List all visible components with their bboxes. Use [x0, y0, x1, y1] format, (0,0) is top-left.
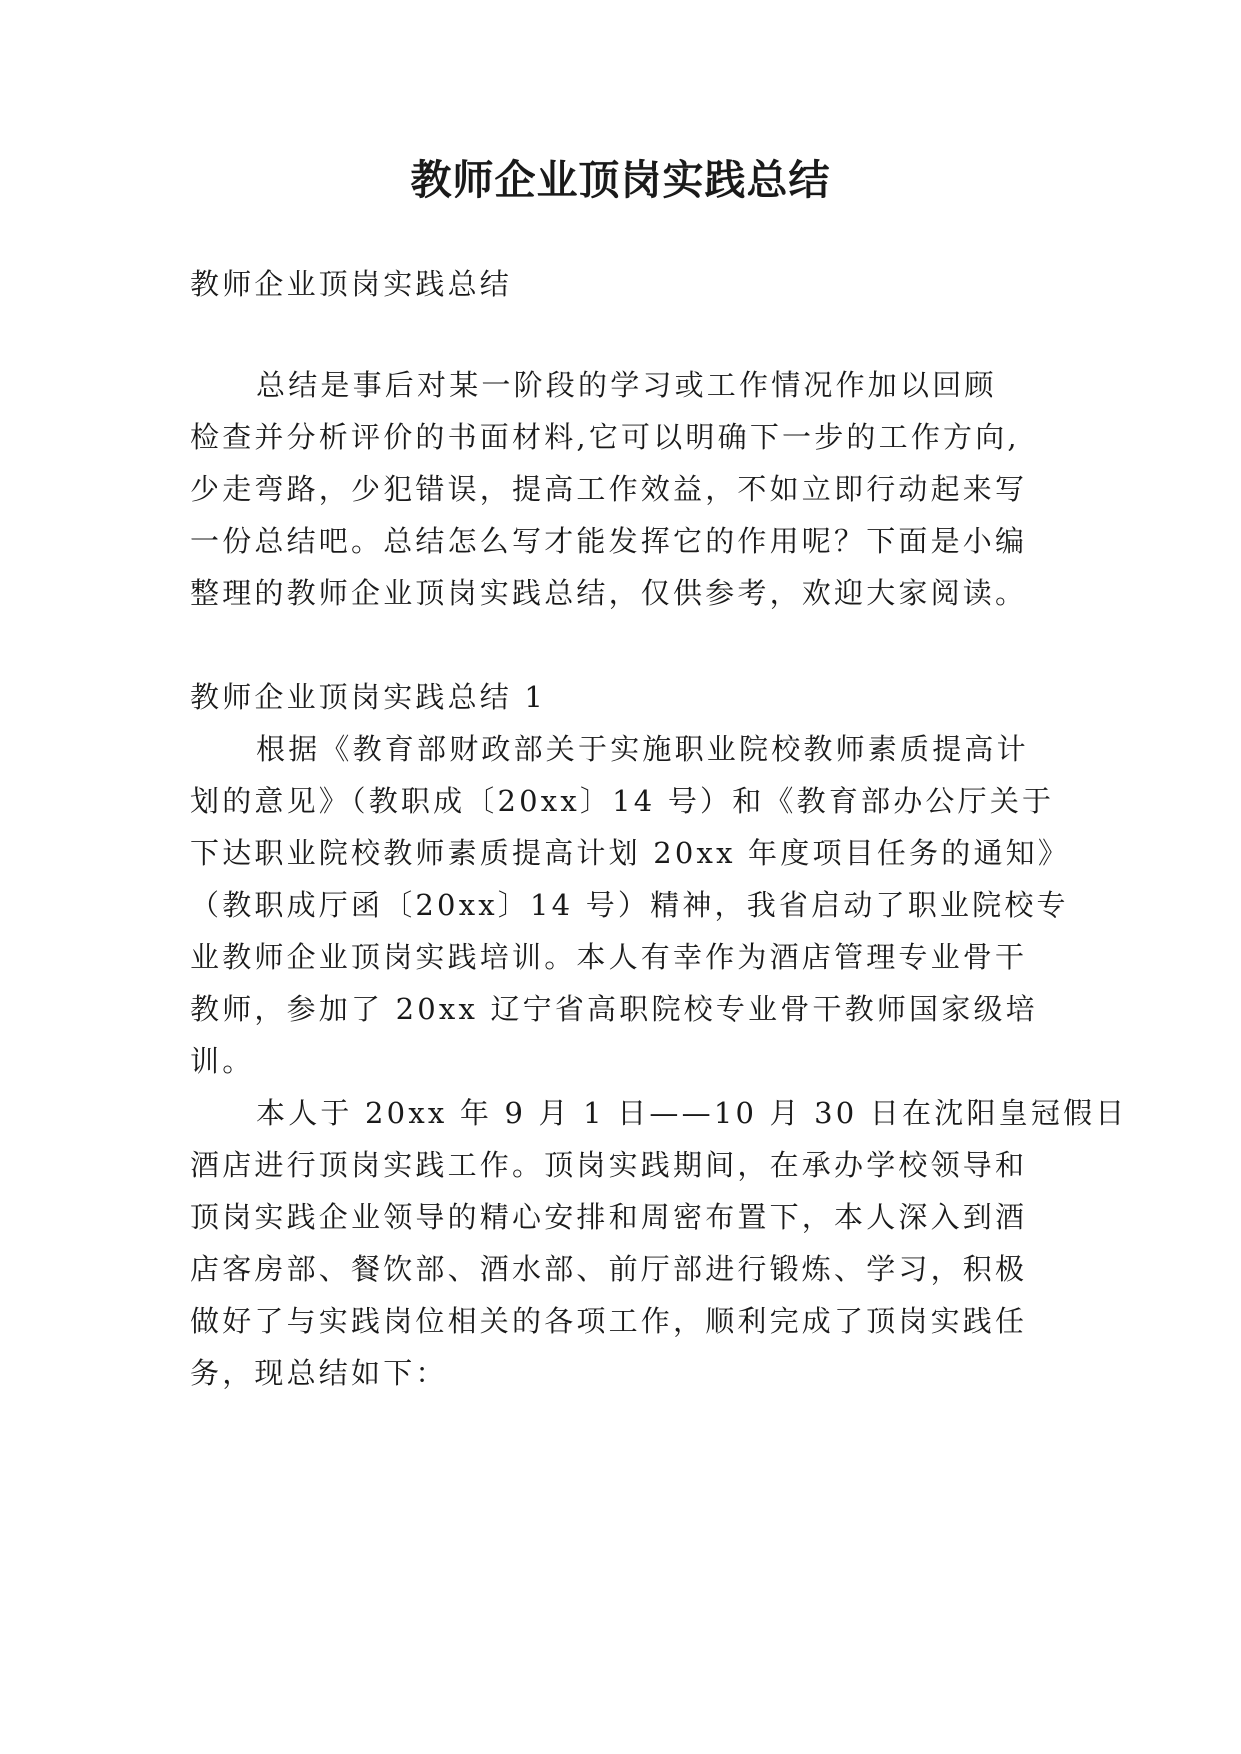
- paragraph-line: 顶岗实践企业领导的精心安排和周密布置下，本人深入到酒: [190, 1200, 1028, 1234]
- section-heading: 教师企业顶岗实践总结 1: [190, 680, 547, 714]
- paragraph-line: 店客房部、餐饮部、酒水部、前厅部进行锻炼、学习，积极: [190, 1252, 1028, 1286]
- document-title: 教师企业顶岗实践总结: [410, 156, 831, 204]
- paragraph-line: 酒店进行顶岗实践工作。顶岗实践期间，在承办学校领导和: [190, 1148, 1028, 1182]
- document-subtitle: 教师企业顶岗实践总结: [190, 267, 513, 301]
- intro-line: 少走弯路，少犯错误，提高工作效益，不如立即行动起来写: [190, 472, 1028, 506]
- paragraph-line: 业教师企业顶岗实践培训。本人有幸作为酒店管理专业骨干: [190, 940, 1028, 974]
- paragraph-line: 训。: [190, 1044, 255, 1078]
- paragraph-line: 划的意见》（教职成〔20xx〕14 号）和《教育部办公厅关于: [190, 784, 1055, 818]
- paragraph-line: 根据《教育部财政部关于实施职业院校教师素质提高计: [256, 732, 1029, 766]
- paragraph-line: 本人于 20xx 年 9 月 1 日——10 月 30 日在沈阳皇冠假日: [256, 1096, 1128, 1130]
- intro-line: 一份总结吧。总结怎么写才能发挥它的作用呢？下面是小编: [190, 524, 1028, 558]
- intro-line: 检查并分析评价的书面材料,它可以明确下一步的工作方向,: [190, 420, 1020, 454]
- intro-line: 总结是事后对某一阶段的学习或工作情况作加以回顾: [256, 368, 997, 402]
- paragraph-line: 务，现总结如下：: [190, 1356, 448, 1390]
- paragraph-line: （教职成厅函〔20xx〕14 号）精神，我省启动了职业院校专: [190, 888, 1069, 922]
- paragraph-line: 做好了与实践岗位相关的各项工作，顺利完成了顶岗实践任: [190, 1304, 1028, 1338]
- paragraph-line: 教师，参加了 20xx 辽宁省高职院校专业骨干教师国家级培: [190, 992, 1038, 1026]
- intro-line: 整理的教师企业顶岗实践总结，仅供参考，欢迎大家阅读。: [190, 576, 1028, 610]
- paragraph-line: 下达职业院校教师素质提高计划 20xx 年度项目任务的通知》: [190, 836, 1071, 870]
